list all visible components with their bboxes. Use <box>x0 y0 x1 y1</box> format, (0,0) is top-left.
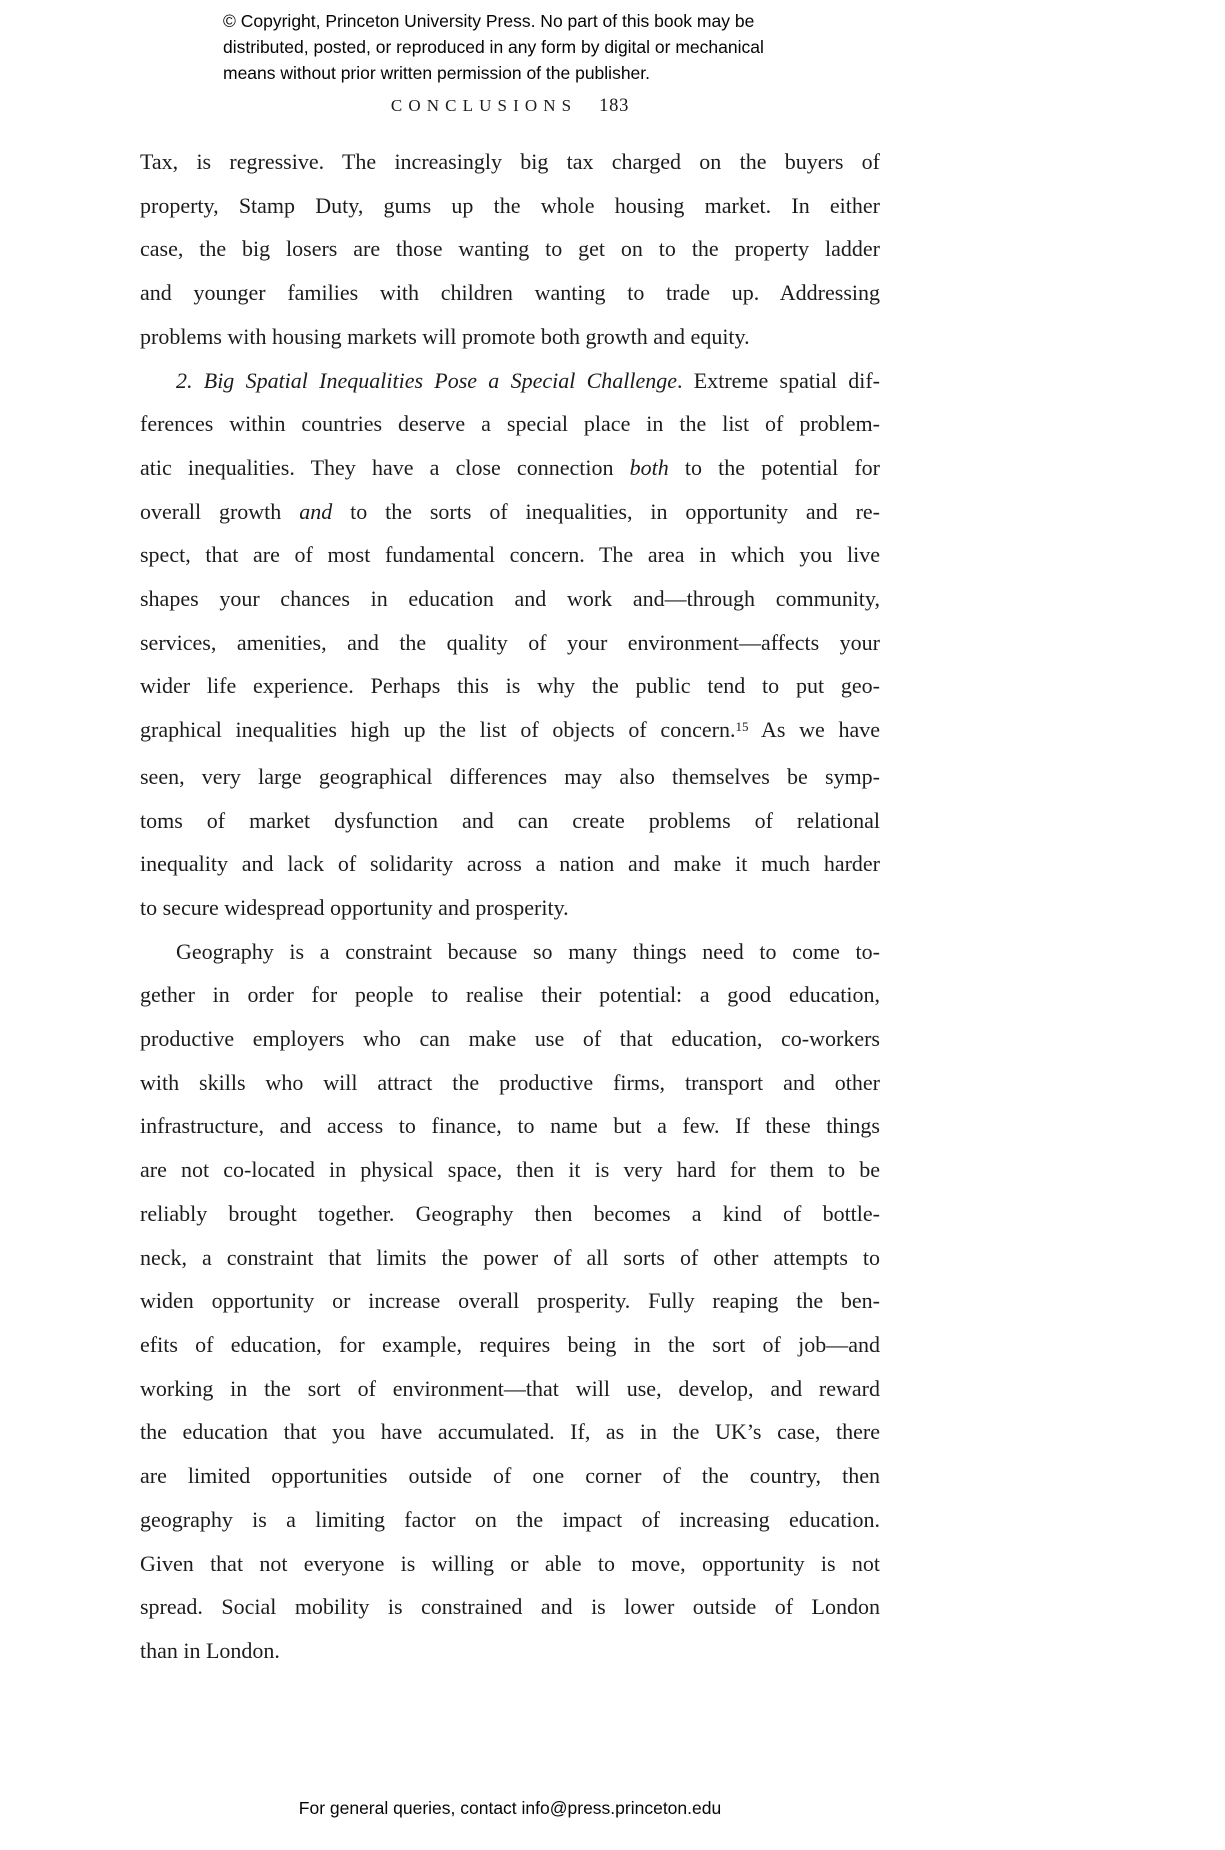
text-line: atic inequalities. They have a close connection both to the potential for <box>140 454 880 480</box>
text-line: problems with housing markets will promote both growth and equity. <box>140 323 750 349</box>
copyright-line: distributed, posted, or reproduced in any form by digital or mechanical <box>223 37 764 57</box>
text-line: wider life experience. Perhaps this is why the public tend to put geo- <box>140 673 880 699</box>
text-line: neck, a constraint that limits the power of all sorts of other attempts to <box>140 1244 880 1270</box>
copyright-line: means without prior written permission of the publisher. <box>223 63 651 83</box>
text-line: are not co-located in physical space, then it is very hard for them to be <box>140 1157 880 1183</box>
text-line: Geography is a constraint because so many things need to come to- <box>176 938 880 964</box>
text-line: reliably brought together. Geography then becomes a kind of bottle- <box>140 1200 880 1226</box>
text-line: gether in order for people to realise their potential: a good education, <box>140 982 880 1008</box>
text-line: shapes your chances in education and work and—through community, <box>140 586 880 612</box>
text-line: spect, that are of most fundamental concern. The area in which you live <box>140 542 880 568</box>
copyright-line: © Copyright, Princeton University Press. No part of this book may be <box>223 11 755 31</box>
text-line: 2. Big Spatial Inequalities Pose a Special Challenge. Extreme spatial dif- <box>176 367 880 393</box>
text-line: widen opportunity or increase overall prosperity. Fully reaping the ben- <box>140 1288 880 1314</box>
paragraph <box>140 359 880 930</box>
text-line: services, amenities, and the quality of your environment—affects your <box>140 629 880 655</box>
text-line: spread. Social mobility is constrained and is lower outside of London <box>140 1594 880 1620</box>
text-line: inequality and lack of solidarity across a nation and make it much harder <box>140 851 880 877</box>
text-line: than in London. <box>140 1637 280 1663</box>
text-line: seen, very large geographical differences may also themselves be symp- <box>140 763 880 789</box>
footer-text: For general queries, contact info@press.princeton.edu <box>298 1798 722 1818</box>
text-line: productive employers who can make use of that education, co-workers <box>140 1026 880 1052</box>
text-line: working in the sort of environment—that will use, develop, and reward <box>140 1375 880 1401</box>
text-line: Tax, is regressive. The increasingly big tax charged on the buyers of <box>140 149 880 174</box>
text-line: infrastructure, and access to finance, to name but a few. If these things <box>140 1113 880 1139</box>
page-number: 183 <box>599 96 630 116</box>
text-line: Given that not everyone is willing or able to move, opportunity is not <box>140 1550 880 1576</box>
text-line: and younger families with children wanting to trade up. Addressing <box>140 280 880 306</box>
copyright-notice <box>223 8 764 86</box>
text-line: geography is a limiting factor on the impact of increasing education. <box>140 1506 880 1532</box>
text-line: ferences within countries deserve a special place in the list of problem- <box>140 411 880 437</box>
text-line: toms of market dysfunction and can create problems of relational <box>140 807 880 833</box>
paragraph <box>140 140 880 359</box>
text-line: overall growth and to the sorts of inequalities, in opportunity and re- <box>140 498 880 524</box>
text-line: with skills who will attract the productive firms, transport and other <box>140 1069 880 1095</box>
text-line: are limited opportunities outside of one corner of the country, then <box>140 1463 880 1489</box>
body-text <box>140 140 880 1673</box>
text-line: property, Stamp Duty, gums up the whole housing market. In either <box>140 192 880 218</box>
paragraph <box>140 930 880 1673</box>
text-line: case, the big losers are those wanting to get on to the property ladder <box>140 236 880 262</box>
text-line: graphical inequalities high up the list of objects of concern.$^{15}$ As we have <box>140 717 880 743</box>
footnote-reference: 15 <box>735 718 749 734</box>
running-header <box>140 96 880 117</box>
chapter-title: CONCLUSIONS <box>390 96 578 115</box>
text-line: efits of education, for example, requires being in the sort of job—and <box>140 1331 880 1357</box>
text-line: to secure widespread opportunity and prosperity. <box>140 894 569 920</box>
text-line: the education that you have accumulated. If, as in the UK’s case, there <box>140 1419 880 1445</box>
